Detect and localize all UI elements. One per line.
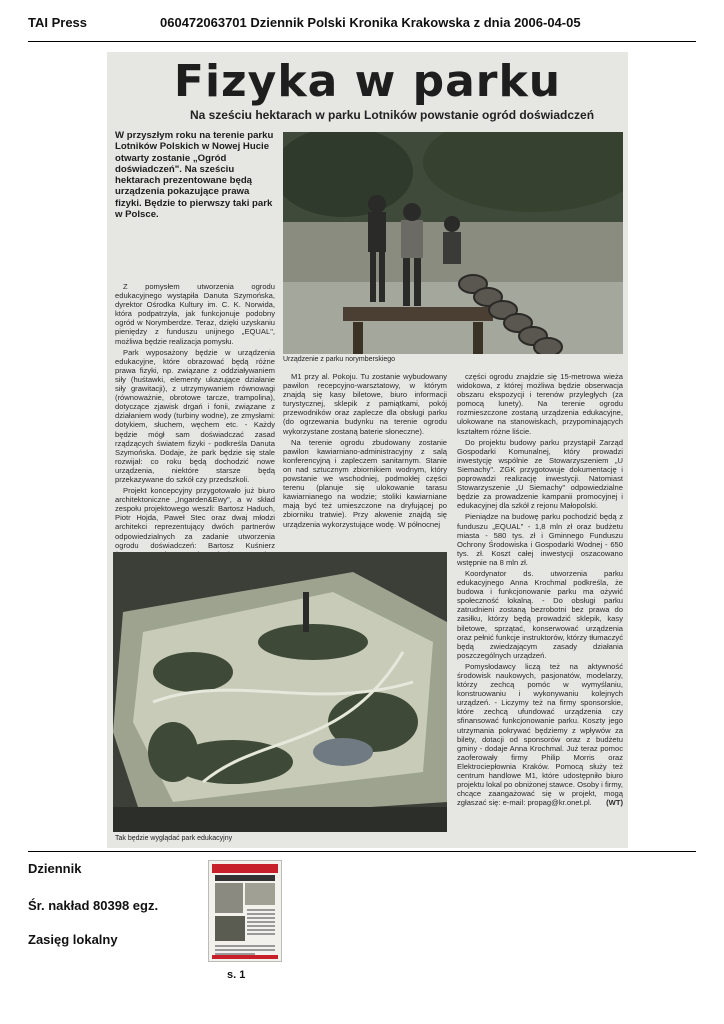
photo2-caption: Tak będzie wyglądać park edukacyjny: [115, 835, 233, 842]
paragraph: Projekt koncepcyjny przygotowało już biuro architektoniczne „Ingarden&Ewy", a w skład zespołu projektowego weszli: Bartosz Haduch, Piotr Hojda, Paweł Stec oraz dwaj młodzi architekci reprezentujący dwóch partnerów odpowiedzialnych za zadanie utworzenia ogrodu doświadczeń: Bartosz Kuśnierz: [115, 486, 275, 550]
paragraph: Pieniądze na budowę parku pochodzić będą z funduszu „EQUAL" - 1,8 mln zł oraz budżetu miasta - 580 tys. zł i Gminnego Funduszu Ochrony Środowiska i Gospodarki Wodnej - 650 tys. zł. Koszt całej inwestycji oszacowano wstępnie na 8 mln zł.: [457, 512, 623, 567]
reach: Zasięg lokalny: [28, 932, 118, 947]
paragraph: Z pomysłem utworzenia ogrodu edukacyjnego wystąpiła Danuta Szymońska, dyrektor Ośrodka Kultury im. C. K. Norwida, która podpatrzyła, jak funkcjonuje podobny ogród w Norymberdze. Teraz, dzięki uzyskaniu pieniędzy z funduszu unijnego „EQUAL", możliwa będzie realizacja pomysłu.: [115, 282, 275, 346]
article-lead: W przyszłym roku na terenie parku Lotników Polskich w Nowej Hucie otwarty zostanie „Ogród doświadczeń". Na sześciu hektarach prezentowane będą urządzenia pokazujące prawa fizyki. Będzie to pierwszy taki park w Polsce.: [115, 130, 274, 221]
paragraph: Do projektu budowy parku przystąpił Zarząd Gospodarki Komunalnej, który prowadzi inwestycję wspólnie ze Stowarzyszeniem „U Siemachy". ZGK przygotowuje dokumentację i poprowadzi realizację inwestycji. Natomiast Stowarzyszenie „U Siemachy" odpowiedzialne będzie za prowadzenie kampanii promocyjnej i edukacyjnej dla szkół z rejonu Małopolski.: [457, 437, 623, 511]
agency-name: TAI Press: [28, 15, 88, 30]
photo-park-model: [113, 552, 447, 832]
author-signature: (WT): [606, 798, 623, 808]
paragraph: Park wyposażony będzie w urządzenia edukacyjne, które obrazować będą różne prawa fizyki, np. związane z oddziaływaniem siły (huśtawki, elementy ukazujące działanie siły grawitacji), z utrzymywaniem równowagi (równoważnie, obrotowe tarcze, trampolina), dotyczące zjawisk drgań i fonii, związane z działaniem wody (turbiny wodne), ze zmysłami: dotykiem, słuchem, węchem etc. - Każdy będzie mógł sam doświadczać zasad rządzących światem fizyki - podkreśla Danuta Szymońska. Dodaje, że park będzie się stale rozwijał: co roku będą dochodzić nowe urządzenia, niektóre starsze będą przekazywane do szkół czy przedszkoli.: [115, 347, 275, 484]
document-title: 060472063701 Dziennik Polski Kronika Krakowska z dnia 2006-04-05: [160, 15, 581, 30]
photo-boys-water-screw-icon: [283, 132, 623, 354]
photo-architectural-model-icon: [113, 552, 447, 832]
page-number: s. 1: [227, 969, 246, 981]
publication-type: Dziennik: [28, 861, 82, 876]
photo-norymberga-device: [283, 132, 623, 354]
photo1-caption: Urządzenie z parku norymberskiego: [283, 356, 396, 363]
paragraph: M1 przy al. Pokoju. Tu zostanie wybudowany pawilon recepcyjno-warsztatowy, w którym znajdą się kasy biletowe, biuro informacji turystycznej, sklepik z pamiątkami, pokój przewodników oraz zaplecze dla obsługi parku (do ogrzewania budynku na terenie ogrodu wykorzystane zostaną baterie słoneczne).: [283, 372, 447, 436]
paragraph: Na terenie ogrodu zbudowany zostanie pawilon kawiarniano-administracyjny z salą konferencyjną i zapleczem sanitarnym. Stanie on nad sztucznym zbiornikiem wodnym, który powstanie we wschodniej, podmokłej części terenu (planuje się ulokowanie tarasu kawiarnianego na wodzie; stoliki kawiarniane mają być też umieszczone na dryfującej po zbiorniku tratwie). Przy akwenie znajdą się urządzenia wykorzystujące wodę. W północnej: [283, 437, 447, 529]
page-thumbnail-icon: [209, 861, 281, 961]
paragraph: [457, 662, 623, 808]
paragraph: Koordynator ds. utworzenia parku edukacyjnego Anna Krochmal podkreśla, że budowa i funkcjonowanie parku ma ożywić społeczność lokalną. - Do obsługi parku zatrudnieni zostaną bezrobotni bez prawa do zasiłku, którzy będą prowadzić sklepik, kasy biletowe, sprzątać, konserwować urządzenia oraz pełnić funkcje instruktorów, którzy tłumaczyć będą zwiedzającym zasady działania poszczególnych urządzeń.: [457, 568, 623, 660]
article-subheadline: Na sześciu hektarach w parku Lotników powstanie ogród doświadczeń: [189, 108, 595, 122]
bottom-divider: [28, 851, 696, 852]
top-divider: [28, 41, 696, 42]
newspaper-clipping: [107, 52, 628, 848]
paragraph: części ogrodu znajdzie się 15-metrowa wieża widokowa, z której możliwa będzie obserwacja obszaru ekspozycji i terenów przyległych (za pomocą lunety). Na terenie ogrodu rozmieszczone zostaną urządzenia edukacyjne, ulokowane na stanowiskach, przypominających kształtem różne liście.: [457, 372, 623, 436]
paragraph-text: Pomysłodawcy liczą też na aktywność środowisk naukowych, pasjonatów, modelarzy, którzy zechcą pomóc w wymyślaniu, konstruowaniu i wykonywaniu kolejnych urządzeń. - Liczymy też na firmy sponsorskie, które zechcą ufundować urządzenia czy sfinansować funkcjonowanie parku. Koszty jego utrzymania pokrywać będziemy z wpływów za bilety, dotacji od sponsorów oraz z budżetu gminy - dodaje Anna Krochmal. Już teraz pomoc zaoferowały firmy Philip Morris oraz Elektrociepłownia Kraków. Pomocą służy też centrum handlowe M1, które udostępniło biuro projektu lokal po obniżonej stawce. Osoby i firmy, chcące zaangażować się w projekt, mogą zgłaszać się: e-mail: propag@kr.onet.pl.: [457, 661, 623, 808]
article-column-2: [283, 372, 447, 531]
article-column-3: [457, 372, 623, 809]
page-header: [28, 12, 696, 36]
page-thumbnail: [208, 860, 282, 962]
article-headline: Fizyka w parku: [173, 56, 562, 107]
circulation: Śr. nakład 80398 egz.: [28, 898, 159, 913]
